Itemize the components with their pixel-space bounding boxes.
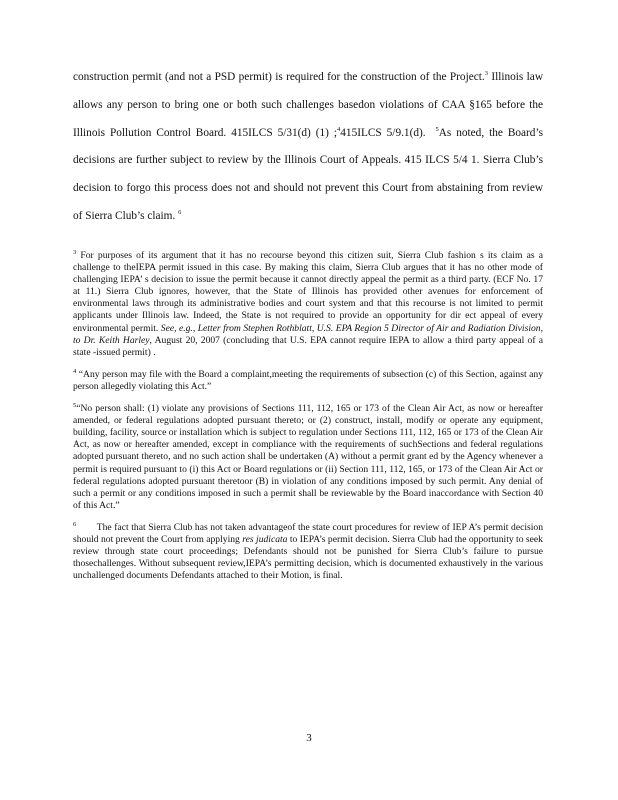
footnote-number: 5 xyxy=(73,401,77,409)
footnote-ref-4[interactable]: 4 xyxy=(337,125,341,133)
main-paragraph xyxy=(73,64,543,231)
footnote-number: 6 xyxy=(73,520,77,528)
footnote-text: “Any person may file with the Board a complaint,meeting the requirements of subsection (c) of this Section, against any person allegedly violating this Act.” xyxy=(73,368,543,392)
footnote-ref-3[interactable]: 3 xyxy=(484,70,488,78)
footnote-citation: See, e.g., Letter from Stephen Rothblatt, U.S. EPA Region 5 Director of Air and Radiation Division, to Dr. Keith Harley xyxy=(73,322,543,346)
footnote-6 xyxy=(73,522,543,582)
footnotes-section xyxy=(73,250,543,592)
paragraph-text xyxy=(73,64,543,231)
paragraph-segment-3: 415ILCS 5/9.1(d). xyxy=(340,126,426,139)
footnote-5 xyxy=(73,403,543,512)
footnote-text: For purposes of its argument that it has no recourse beyond this citizen suit, Sierra Club fashion s its claim as a challenge to theIEPA permit issued in this case. By making this claim, Sierra Club argues that it has no other mode of challenging IEPA’ s decision to issue the permit because it cannot directly appeal the permit as a third party. (ECF No. 17 at 11.) Sierra Club ignores, however, that the State of Illinois has provided other avenues for enforcement of environmental laws through its administrative bodies and court system and that this recourse is not limited to permit applicants under Illinois law. Indeed, the State is not required to provide an opportunity for dir ect appeal of every environmental permit. xyxy=(73,250,543,334)
page-number: 3 xyxy=(306,732,312,744)
footnote-ref-6[interactable]: 6 xyxy=(178,209,182,217)
footnote-text: The fact that Sierra Club has not taken advantageof the state court procedures for review of IEP A’s permit decision should not prevent the Court from applying xyxy=(73,521,543,545)
paragraph-segment-1: construction permit (and not a PSD permit) is required for the construction of the Project. xyxy=(73,71,485,83)
footnote-text: “No person shall: (1) violate any provisions of Sections 111, 112, 165 or 173 of the Clean Air Act, as now or hereafter amended, or federal regulations adopted pursuant thereto; or (2) construct, install, modify or operate any equipment, building, facility, source or installation which is subject to regulation under Sections 111, 112, 165 or 173 of the Clean Air Act, as now or hereafter amended, except in compliance with the requirements of suchSections and federal regulations adopted pursuant thereto, and no such action shall be undertaken (A) without a permit grant ed by the Agency whenever a permit is required pursuant to (i) this Act or Board regulations or (ii) Section 111, 112, 165, or 173 of the Clean Air Act or federal regulations adopted pursuant theretoor (B) in violation of any conditions imposed by such permit. Any denial of such a permit or any conditions imposed in such a permit shall be reviewable by the Board inaccordance with Section 40 of this Act.” xyxy=(73,403,543,511)
footnote-citation: res judicata xyxy=(242,533,288,545)
footnote-ref-5[interactable]: 5 xyxy=(435,125,439,133)
paragraph-segment-2: Illinois law allows any person to bring one or both such challenges basedon violations of CAA §165 before the Illinois Pollution Control Board. 415ILCS 5/31(d) (1) ; xyxy=(73,71,543,139)
footnote-tail: to IEPA’s permit decision. Sierra Club had the opportunity to seek review through state court proceedings; Defendants should not be punished for Sierra Club’s failure to pursue thosechallenges. Without subsequent review,IEPA’s permitting decision, which is documented exhaustively in the various unchallenged documents Defendants attached to their Motion, is final. xyxy=(73,533,543,582)
footnote-4 xyxy=(73,369,543,393)
footnote-number: 3 xyxy=(73,248,77,256)
paragraph-segment-4: As noted, the Board’s decisions are further subject to review by the Illinois Court of Appeals. 415 ILCS 5/4 1. Sierra Club’s decision to forgo this process does not and should not prevent this Court from abstaining from review of Sierra Club’s claim. xyxy=(73,126,543,222)
footnote-number: 4 xyxy=(73,367,77,375)
footnote-3 xyxy=(73,250,543,359)
footnote-tail: , August 20, 2007 (concluding that U.S. EPA cannot require IEPA to allow a third party appeal of a state -issued permit) . xyxy=(73,334,543,358)
